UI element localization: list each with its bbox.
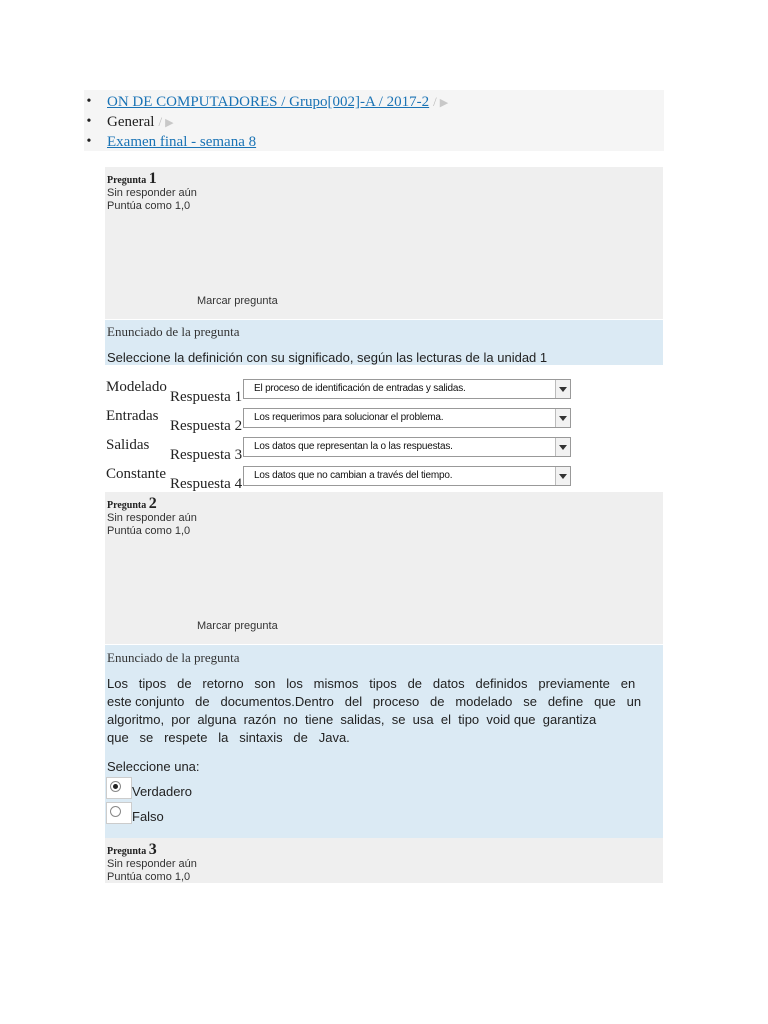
play-arrow-icon: ▶	[165, 117, 174, 129]
chevron-down-icon[interactable]	[555, 380, 570, 398]
chevron-down-icon[interactable]	[555, 409, 570, 427]
answer-select[interactable]	[243, 437, 571, 457]
question-status: Sin responder aún	[107, 858, 197, 870]
question-status: Sin responder aún	[107, 512, 197, 524]
breadcrumb-separator: /	[158, 114, 163, 129]
select-one-prompt: Seleccione una:	[107, 759, 200, 774]
play-arrow-icon: ▶	[439, 97, 449, 109]
statement-heading: Enunciado de la pregunta	[107, 324, 240, 339]
question-3-info	[105, 838, 663, 883]
course-link[interactable]: ON DE COMPUTADORES / Grupo[002]-A / 2017-2	[107, 94, 430, 110]
question-points: Puntúa como 1,0	[107, 525, 191, 537]
question-1-text	[105, 320, 663, 365]
select-value: Los datos que no cambian a través del tiempo.	[254, 470, 453, 481]
response-label: Respuesta 4	[170, 476, 243, 492]
exam-link[interactable]: Examen final - semana 8	[107, 134, 257, 150]
statement-heading: Enunciado de la pregunta	[107, 650, 240, 665]
question-number: Pregunta 1	[107, 170, 157, 187]
breadcrumb-separator: /	[433, 94, 437, 109]
question-points: Puntúa como 1,0	[107, 200, 191, 212]
flag-question-button[interactable]: Marcar pregunta	[197, 620, 278, 632]
question-status: Sin responder aún	[107, 187, 197, 199]
question-1-info	[105, 167, 663, 319]
answer-select[interactable]	[243, 466, 571, 486]
response-label: Respuesta 3	[170, 447, 243, 463]
breadcrumb	[84, 90, 664, 151]
general-label: General	[107, 114, 155, 130]
question-2-text	[105, 645, 663, 838]
match-term: Entradas	[106, 408, 159, 424]
question-number: Pregunta 2	[107, 495, 157, 512]
bullet-icon: •	[86, 134, 92, 149]
chevron-down-icon[interactable]	[555, 467, 570, 485]
radio-option-true[interactable]	[106, 777, 132, 799]
answer-select[interactable]	[243, 408, 571, 428]
select-value: Los datos que representan la o las respuestas.	[254, 441, 453, 452]
question-prompt: Seleccione la definición con su significado, según las lecturas de la unidad 1	[107, 350, 548, 365]
radio-unselected-icon[interactable]	[110, 806, 121, 817]
match-term: Modelado	[106, 379, 167, 395]
question-line: que se respete la sintaxis de Java.	[107, 730, 350, 745]
question-line: algoritmo, por alguna razón no tiene salidas, se usa el tipo void que garantiza	[107, 712, 597, 727]
question-line: Los tipos de retorno son los mismos tipos de datos definidos previamente en	[107, 676, 636, 691]
option-label[interactable]: Falso	[132, 809, 164, 824]
answer-select[interactable]	[243, 379, 571, 399]
flag-question-button[interactable]: Marcar pregunta	[197, 295, 278, 307]
bullet-icon: •	[86, 94, 92, 109]
radio-option-false[interactable]	[106, 802, 132, 824]
select-value: Los requerimos para solucionar el problema.	[254, 412, 444, 423]
response-label: Respuesta 1	[170, 389, 243, 405]
radio-selected-icon[interactable]	[110, 781, 121, 792]
chevron-down-icon[interactable]	[555, 438, 570, 456]
option-label[interactable]: Verdadero	[132, 784, 192, 799]
match-term: Constante	[106, 466, 166, 482]
match-term: Salidas	[106, 437, 150, 453]
response-label: Respuesta 2	[170, 418, 243, 434]
question-number: Pregunta 3	[107, 841, 157, 858]
question-line: este conjunto de documentos.Dentro del proceso de modelado se define que un	[107, 694, 642, 709]
question-points: Puntúa como 1,0	[107, 871, 191, 883]
question-2-info	[105, 492, 663, 644]
bullet-icon: •	[86, 114, 92, 129]
select-value: El proceso de identificación de entradas y salidas.	[254, 383, 466, 394]
